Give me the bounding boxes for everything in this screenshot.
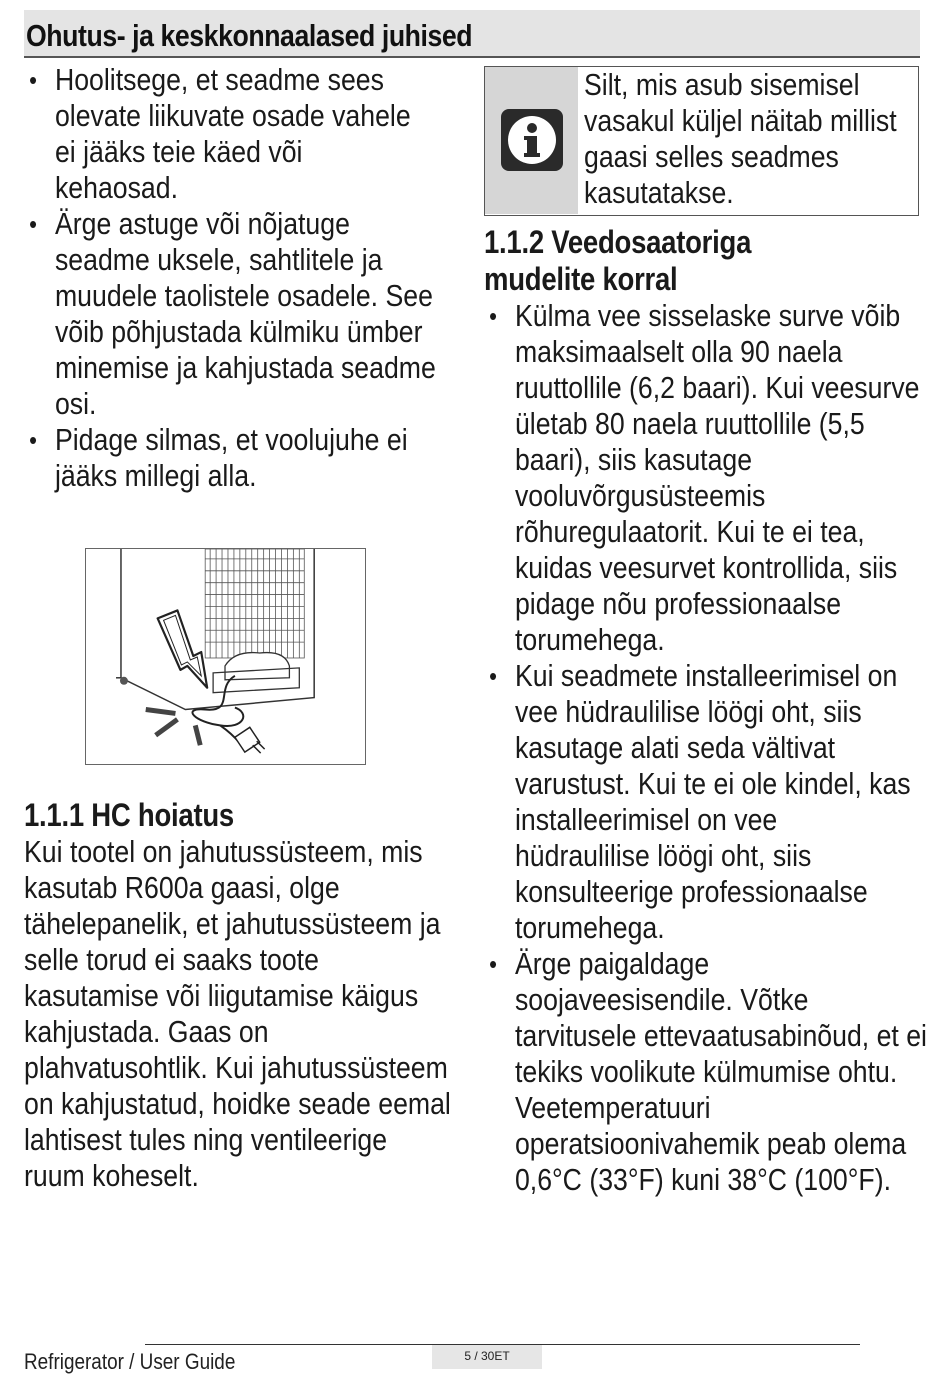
info-icon: [501, 109, 563, 171]
list-item: • Ärge paigaldage soojaveesisendile. Võtke tarvitusele ettevaatusabinõud, et ei tekiks voolikute külmumise ohtu. Veetemperatuuri operatsioonivahemik peab olema 0,6°C (33°F) kuni 38°C (100°F).: [484, 946, 931, 1198]
section-title: 1.1.1 HC hoiatus: [24, 797, 234, 833]
info-text: Silt, mis asub sisemisel vasakul küljel näitab millist gaasi selles seadmes kasutatakse.: [584, 67, 897, 210]
page-title: Ohutus- ja keskkonnaalased juhised: [26, 18, 473, 53]
list-item: • Ärge astuge või nõjatuge seadme uksele, sahtlitele ja muudele taolistele osadele. See võib põhjustada külmiku ümber minemise ja kahjustada seadme osi.: [24, 206, 445, 422]
left-bullet-list: [24, 62, 454, 494]
info-icon-cell: [485, 67, 578, 214]
list-item: • Pidage silmas, et voolujuhe ei jääks millegi alla.: [24, 422, 437, 494]
section-text: Kui tootel on jahutussüsteem, mis kasutab R600a gaasi, olge tähelepanelik, et jahutussüsteem ja selle torud ei saaks toote kasutamise või liigutamise käigus kahjustada. Gaas on plahvatusohtlik. Kui jahutussüsteem on kahjustatud, hoidke seade eemal lahtisest tules ning ventileerige ruum koheselt.: [24, 834, 451, 1193]
page-header: [24, 10, 920, 58]
hc-warning-section: [24, 797, 484, 1194]
right-bullet-list: [484, 298, 931, 1198]
section-title-line2: mudelite korral: [484, 261, 678, 297]
list-item: • Kui seadmete installeerimisel on vee hüdraulilise löögi oht, siis kasutage alati seda vältivat varustust. Kui te ei ole kindel, kas installeerimisel on vee hüdraulilise löögi oht, siis konsulteerige professionaalse torumehega.: [484, 658, 914, 946]
right-column: [484, 62, 927, 1198]
footer-guide-title: Refrigerator / User Guide: [24, 1349, 236, 1374]
page-number: 5 / 30ET: [432, 1345, 542, 1369]
list-item: • Külma vee sisselaske surve võib maksimaalselt olla 90 naela ruuttollile (6,2 baari). Kui veesurve ületab 80 naela ruuttollile (5,5 baari), siis kasutage vooluvõrgusüsteemis rõhuregulaatorit. Kui te ei tea, kuidas veesurvet kontrollida, siis pidage nõu professionaalse torumehega.: [484, 298, 923, 658]
info-note-box: [484, 66, 919, 216]
power-cord-illustration: [85, 548, 366, 765]
left-column: [24, 62, 464, 494]
list-item: • Hoolitsege, et seadme sees olevate liikuvate osade vahele ei jääks teie käed või kehaosad.: [24, 62, 428, 206]
section-title: 1.1.2 Veedosaatoriga: [484, 224, 752, 260]
